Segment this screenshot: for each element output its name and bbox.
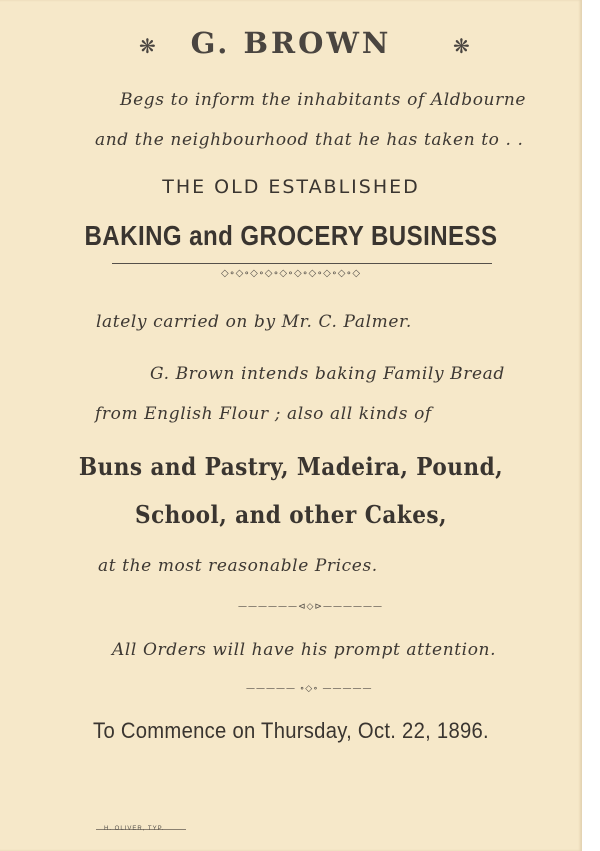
printer-credit: H. OLIVER, TYP. — [104, 826, 165, 832]
intro-line-1: Begs to inform the inhabitants of Aldbourne — [120, 90, 527, 110]
floral-asterisk-icon: ❋ — [139, 34, 156, 58]
orders-line: All Orders will have his prompt attention. — [112, 640, 497, 660]
floral-asterisk-icon: ❋ — [453, 34, 470, 58]
divider-rule — [112, 263, 492, 264]
palmer-line: lately carried on by Mr. C. Palmer. — [96, 312, 412, 332]
flourish-ornament: ——————⊲◇⊳—————— — [238, 602, 384, 612]
chain-ornament: ◇∘◇∘◇∘◇∘◇∘◇∘◇∘◇∘◇∘◇ — [220, 268, 362, 279]
old-established-heading: THE OLD ESTABLISHED — [162, 176, 420, 198]
bread-line-1: G. Brown intends baking Family Bread — [150, 364, 505, 384]
prices-line: at the most reasonable Prices. — [98, 556, 378, 576]
bread-line-2: from English Flour ; also all kinds of — [95, 404, 432, 424]
cakes-line-2: School, and other Cakes, — [135, 500, 447, 529]
commence-date-line: To Commence on Thursday, Oct. 22, 1896. — [93, 718, 489, 743]
merchant-name: G. BROWN — [190, 26, 392, 60]
cakes-line-1: Buns and Pastry, Madeira, Pound, — [78, 452, 504, 481]
intro-line-2: and the neighbourhood that he has taken to . . — [95, 130, 524, 150]
small-flourish-ornament: ————— ∘◇∘ ————— — [246, 684, 373, 694]
business-heading: BAKING and GROCERY BUSINESS — [84, 220, 498, 251]
